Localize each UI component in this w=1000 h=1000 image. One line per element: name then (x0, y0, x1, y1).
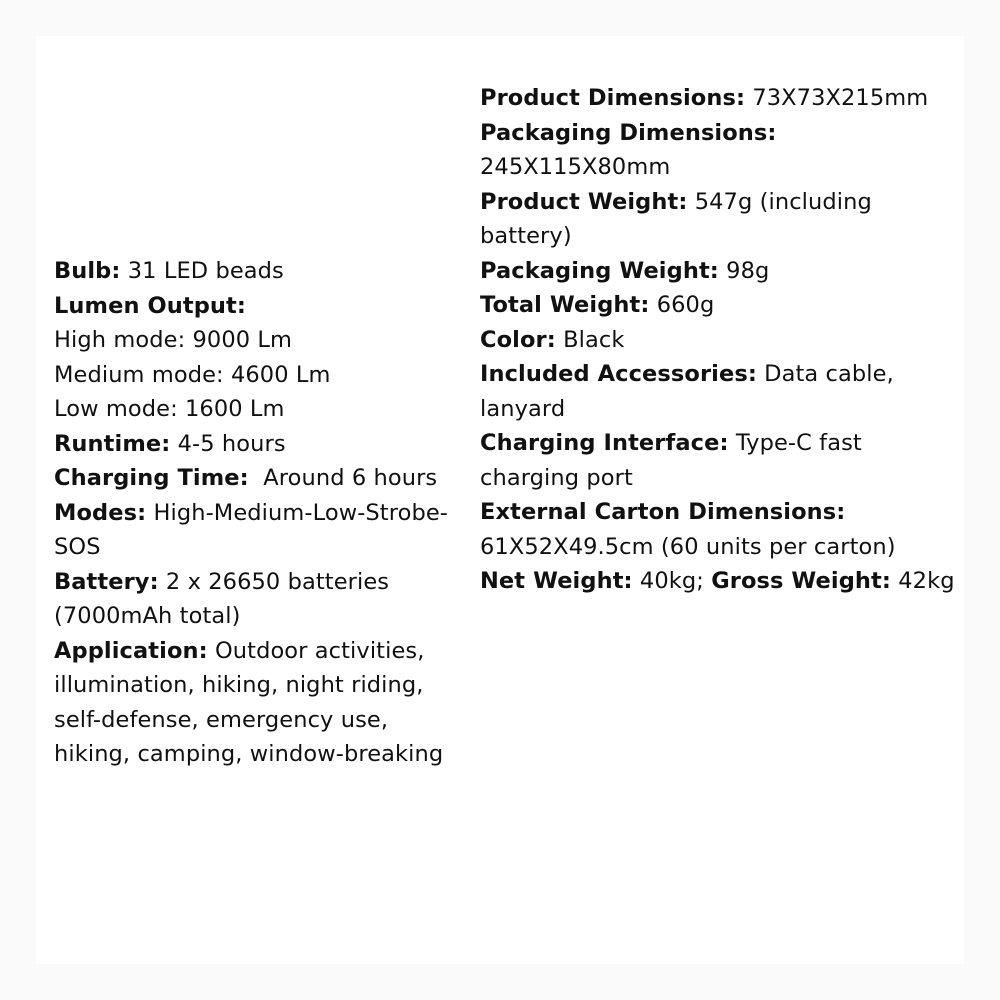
spec-value: Outdoor activities, (207, 637, 425, 664)
spec-charging-time (54, 461, 472, 496)
spec-value: High-Medium-Low-Strobe- (146, 499, 448, 526)
spec-label: Modes: (54, 499, 147, 526)
spec-value-continued: battery) (480, 223, 572, 249)
spec-packaging-dimensions (480, 116, 940, 185)
spec-value-continued: lanyard (480, 395, 566, 422)
spec-value: Medium mode: 4600 Lm (54, 361, 331, 388)
spec-value: High mode: 9000 Lm (54, 327, 293, 353)
spec-label: Included Accessories: (480, 361, 757, 387)
spec-product-weight (480, 185, 940, 254)
spec-label: Packaging Dimensions: (480, 119, 777, 146)
spec-value-continued: SOS (54, 534, 101, 560)
spec-value: Data cable, (756, 361, 894, 387)
spec-value-continued: illumination, hiking, night riding, (54, 672, 424, 698)
spec-value-continued: charging port (480, 464, 633, 491)
spec-value: 98g (718, 257, 770, 284)
spec-packaging-weight (480, 254, 940, 289)
gross-weight-value: 42kg (891, 568, 955, 594)
spec-label: Charging Interface: (480, 430, 729, 456)
spec-included-accessories (480, 357, 940, 426)
spec-total-weight (480, 288, 940, 323)
spec-label: Product Weight: (480, 188, 688, 215)
gross-weight-label: Gross Weight: (711, 568, 891, 594)
spec-value-continued: 61X52X49.5cm (60 units per carton) (480, 533, 896, 560)
spec-value: Type-C fast (728, 430, 862, 456)
spec-label: Total Weight: (480, 292, 650, 318)
spec-external-carton-dimensions (480, 495, 940, 564)
spec-label: Application: (54, 637, 208, 664)
spec-label: Charging Time: (54, 465, 249, 491)
spec-label: Bulb: (54, 258, 121, 284)
spec-value-continued: self-defense, emergency use, (54, 706, 389, 733)
spec-value-continued: (7000mAh total) (54, 603, 241, 629)
spec-application (54, 634, 472, 772)
spec-value-continued: hiking, camping, window-breaking (54, 741, 444, 767)
spec-column-left (54, 254, 472, 772)
spec-value: 4-5 hours (170, 430, 286, 457)
spec-bulb (54, 254, 472, 289)
spec-value-continued: 245X115X80mm (480, 154, 671, 180)
spec-value: Around 6 hours (248, 465, 438, 491)
spec-battery (54, 565, 472, 634)
net-weight-label: Net Weight: (480, 568, 633, 594)
spec-value: 31 LED beads (120, 258, 284, 284)
spec-charging-interface (480, 426, 940, 495)
net-weight-value: 40kg; (632, 568, 712, 594)
spec-value: 547g (including (687, 188, 872, 215)
spec-modes (54, 496, 472, 565)
spec-value: 660g (649, 292, 715, 318)
spec-value: Low mode: 1600 Lm (54, 396, 285, 422)
spec-value: 73X73X215mm (745, 85, 929, 111)
spec-column-right (480, 81, 955, 599)
spec-label: External Carton Dimensions: (480, 499, 846, 525)
spec-label: Product Dimensions: (480, 85, 746, 111)
spec-label: Lumen Output: (54, 292, 246, 319)
spec-color (480, 323, 940, 358)
spec-value: 2 x 26650 batteries (158, 568, 390, 595)
spec-value: Black (555, 326, 625, 353)
spec-lumen-output (54, 289, 472, 427)
spec-runtime (54, 427, 472, 462)
spec-label: Packaging Weight: (480, 257, 719, 284)
spec-label: Battery: (54, 568, 159, 595)
spec-label: Runtime: (54, 430, 171, 457)
spec-label: Color: (480, 326, 556, 353)
spec-net-gross-weight (480, 564, 955, 599)
spec-product-dimensions (480, 81, 940, 116)
